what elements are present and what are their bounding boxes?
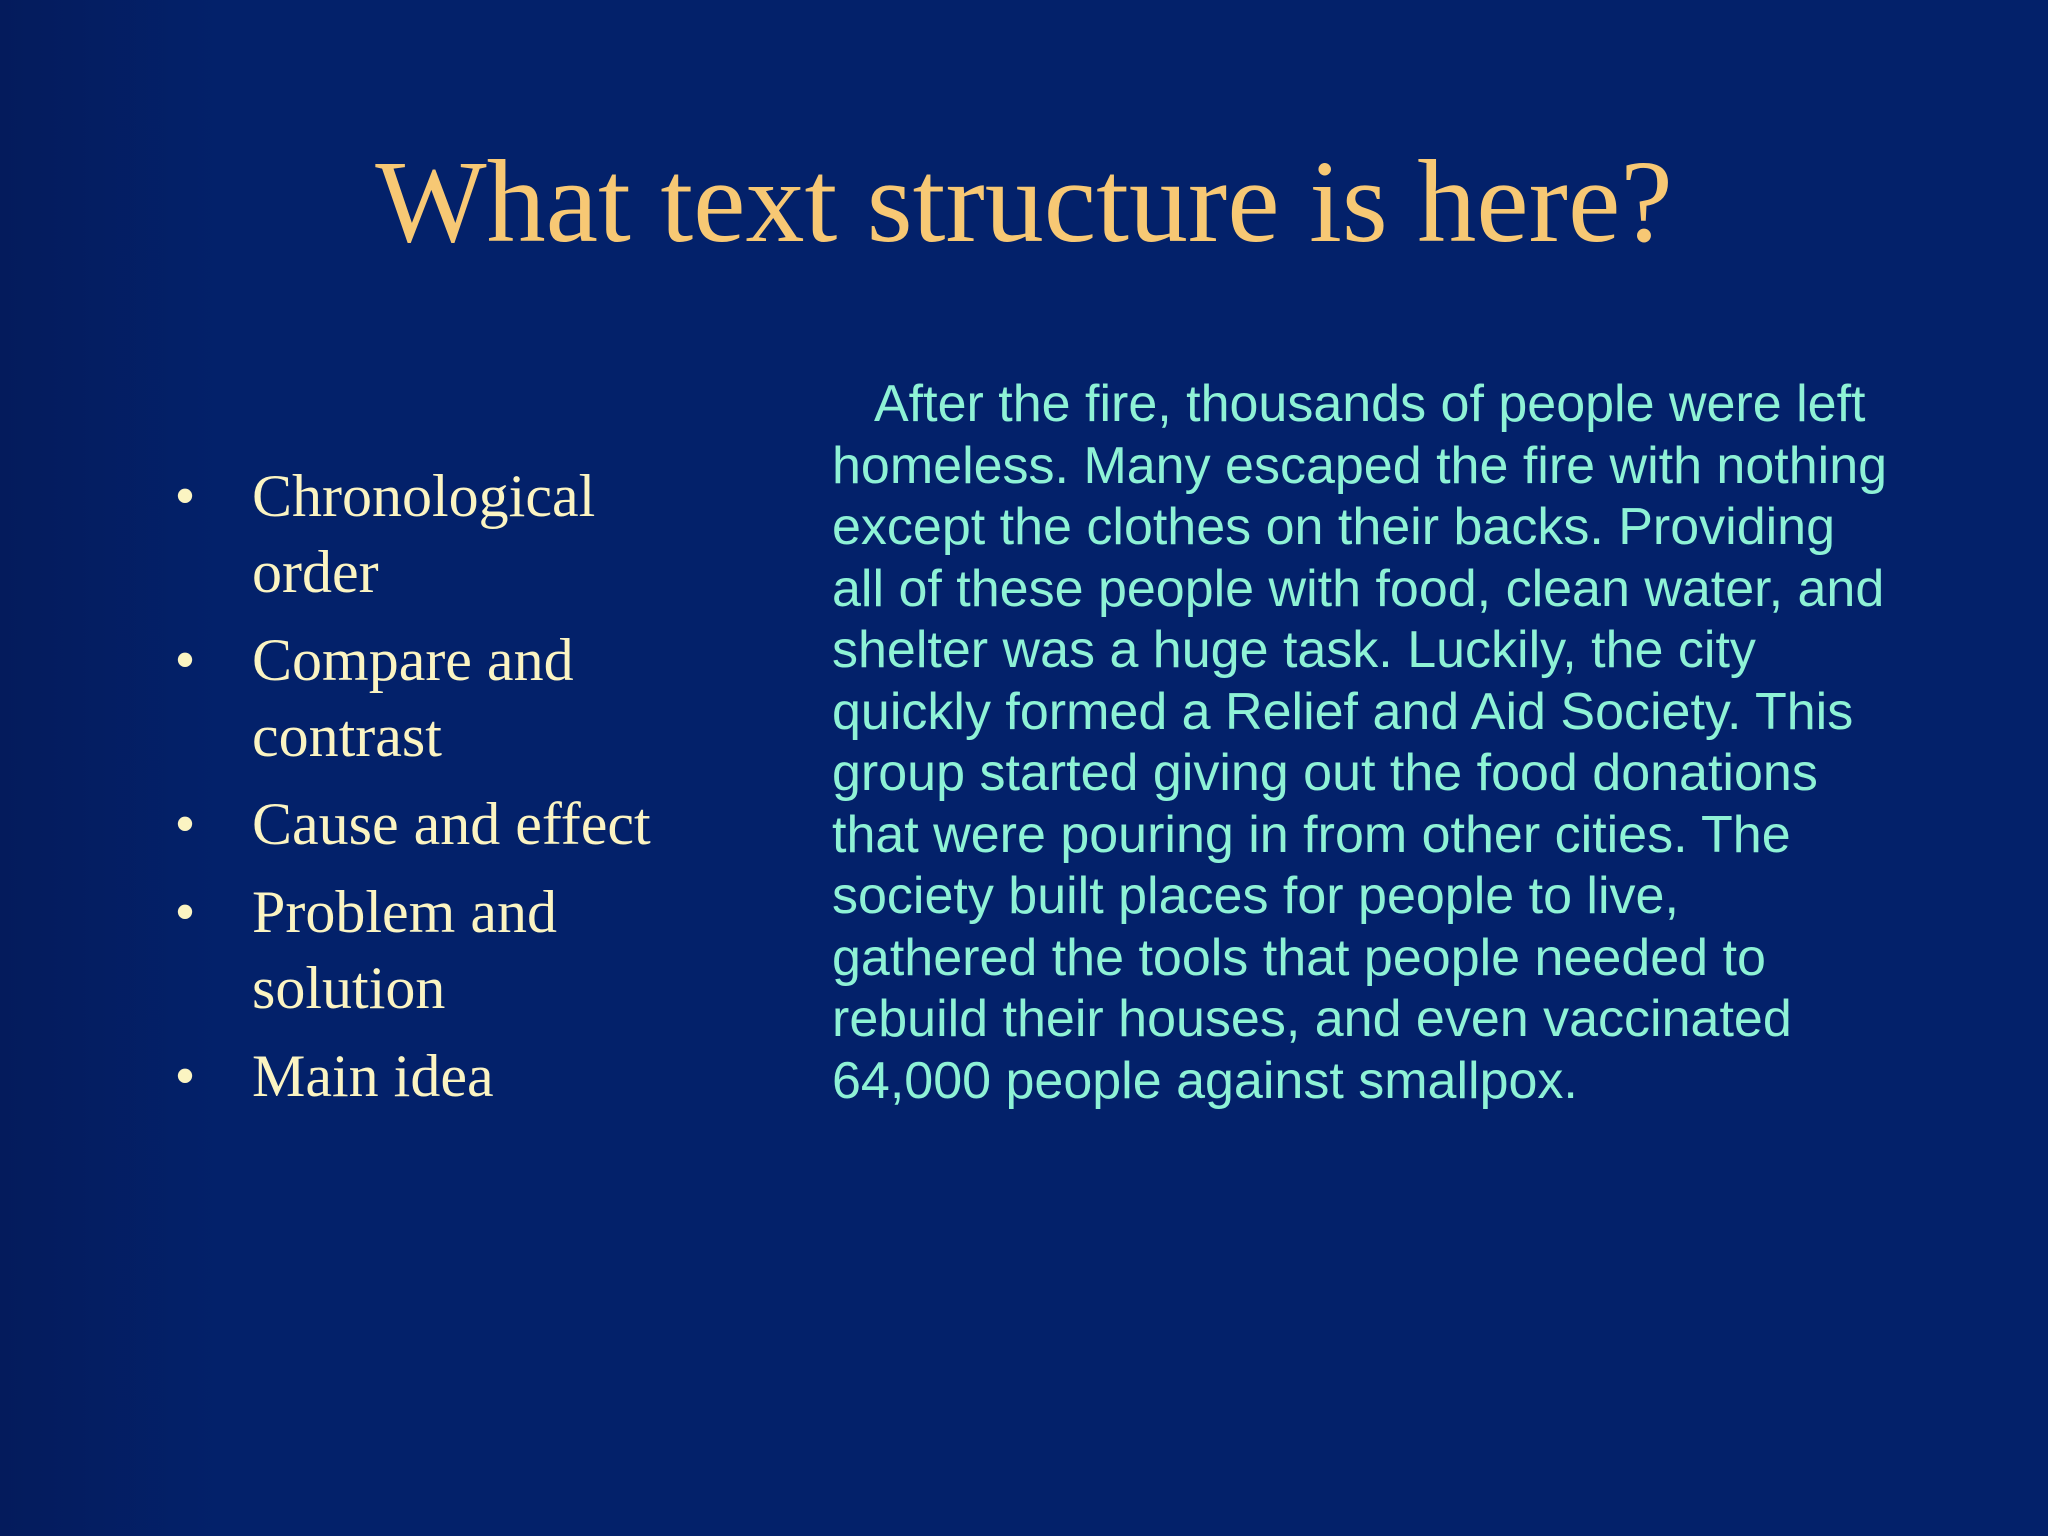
option-compare-and-contrast xyxy=(170,622,730,774)
bullet-icon: • xyxy=(174,463,196,529)
bullet-icon: • xyxy=(174,627,196,693)
option-label: Chronological order xyxy=(252,463,596,605)
option-label: Compare and contrast xyxy=(252,627,574,769)
text-structure-options xyxy=(170,458,730,1126)
reading-passage: After the fire, thousands of people were left homeless. Many escaped the fire with nothing except the clothes on their backs. Providing all of these people with food, clean water, and shelter was a huge task. Luckily, the city quickly formed a Relief and Aid Society. This group started giving out the food donations that were pouring in from other cities. The society built places for people to live, gathered the tools that people needed to rebuild their houses, and even vaccinated 64,000 people against smallpox. xyxy=(832,375,1888,1110)
option-main-idea xyxy=(170,1038,730,1114)
option-cause-and-effect xyxy=(170,786,730,862)
option-label: Cause and effect xyxy=(252,791,651,857)
bullet-icon: • xyxy=(174,1043,196,1109)
bullet-icon: • xyxy=(174,879,196,945)
bullet-icon: • xyxy=(174,791,196,857)
option-chronological-order xyxy=(170,458,730,610)
option-label: Main idea xyxy=(252,1043,494,1109)
option-problem-and-solution xyxy=(170,874,730,1026)
option-label: Problem and solution xyxy=(252,879,557,1021)
slide-title: What text structure is here? xyxy=(375,136,1673,267)
